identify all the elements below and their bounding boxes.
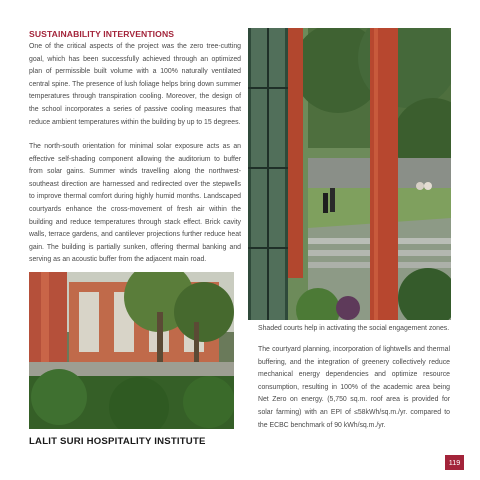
section-heading: SUSTAINABILITY INTERVENTIONS: [29, 29, 175, 39]
photo-caption: Shaded courts help in activating the social engagement zones.: [258, 325, 450, 332]
page-number: 119: [445, 455, 464, 470]
body-paragraph-2: The north-south orientation for minimal solar exposure acts as an effective self-shading component allowing the auditorium to buffer from solar gains. Summer winds travelling along the northwest-southeast direction are harnessed and redirected over the stepwells to improve thermal comfort during highly humid months. Landscaped courtyards enhance the cross-movement of fresh air within the building and reduce temperatures through stack effect. Brick cavity walls, terrace gardens, and cantilever projections further reduce heat gain. The building is partially sunken, offering thermal banking and serving as an acoustic buffer from the adjacent main road.: [29, 143, 241, 264]
body-paragraph-3: The courtyard planning, incorporation of lightwells and thermal buffering, and the integration of greenery collectively reduce mechanical energy dependencies and optimize resource consumption, resulting in 100% of the academic area being Net Zero on energy. (5,750 sq.m. roof area is provided for solar farming) with an EPI of ≤58kWh/sq.m./yr. compared to the ECBC benchmark of 90 kWh/sq.m./yr.: [258, 346, 450, 429]
courtyard-photo: [248, 28, 451, 320]
body-paragraph-1: One of the critical aspects of the project was the zero tree-cutting goal, which has been successfully achieved through an optimized plan of permissible built volume with a 100% naturally ventilated central spine. The presence of lush foliage helps bring down summer temperatures through transpiration cooling. Moreover, the design of the school incorporates a series of passive cooling measures that reduce ambient temperatures within the building by up to 15 degrees.: [29, 43, 241, 126]
garden-walkway-photo: [29, 272, 234, 429]
project-title: LALIT SURI HOSPITALITY INSTITUTE: [29, 436, 206, 447]
